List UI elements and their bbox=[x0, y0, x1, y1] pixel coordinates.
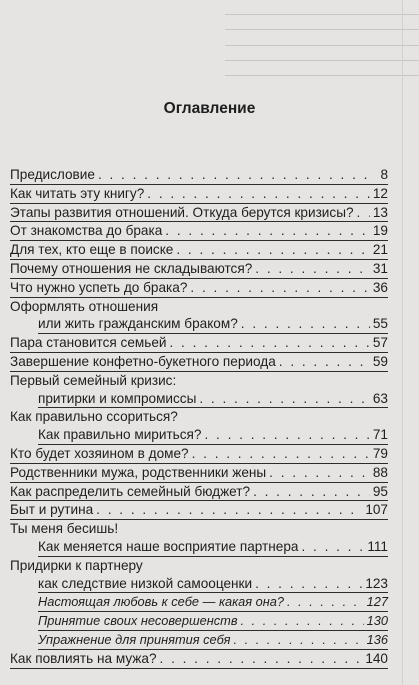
toc-entry-title: Упражнение для принятия себя bbox=[38, 631, 231, 647]
toc-page-number: 63 bbox=[372, 390, 388, 406]
toc-entry-title: Предисловие bbox=[10, 167, 95, 182]
dot-leader bbox=[199, 390, 370, 408]
dot-leader bbox=[192, 445, 370, 463]
toc-page-number: 36 bbox=[372, 279, 388, 295]
toc-entry[interactable] bbox=[10, 612, 388, 630]
toc-page-number: 21 bbox=[372, 242, 388, 258]
toc-entry[interactable] bbox=[10, 353, 388, 371]
dot-leader bbox=[241, 315, 370, 333]
toc-entry-title: Первый семейный кризис: bbox=[10, 372, 177, 388]
dot-leader bbox=[241, 612, 364, 630]
toc-page-number: 107 bbox=[365, 502, 388, 518]
toc-entry[interactable] bbox=[10, 315, 388, 333]
toc-entry[interactable] bbox=[10, 650, 388, 668]
toc-entry-title: Завершение конфетно-букетного периода bbox=[10, 353, 276, 369]
dot-leader bbox=[96, 501, 362, 519]
toc-entry[interactable] bbox=[10, 631, 388, 649]
dot-leader bbox=[253, 483, 370, 501]
page-title: Оглавление bbox=[163, 100, 256, 117]
toc-entry-title: Как меняется наше восприятие партнера bbox=[38, 538, 299, 554]
toc-entry-title: Как правильно мириться? bbox=[38, 427, 202, 443]
dot-leader bbox=[176, 241, 370, 259]
toc-page-number: 140 bbox=[365, 650, 388, 666]
toc-entry-title: Как повлиять на мужа? bbox=[10, 650, 157, 666]
toc-entry-title: Родственники мужа, родственники жены bbox=[10, 464, 267, 480]
dot-leader bbox=[165, 222, 370, 240]
dot-leader bbox=[255, 575, 362, 593]
toc-page-number: 31 bbox=[372, 260, 388, 276]
toc-entry-title: или жить гражданским браком? bbox=[38, 316, 238, 332]
dot-leader bbox=[279, 353, 370, 371]
dot-leader bbox=[98, 166, 371, 184]
dot-leader bbox=[190, 279, 369, 297]
toc-entry[interactable] bbox=[10, 260, 388, 278]
toc-entry-title: Что нужно успеть до брака? bbox=[10, 279, 188, 295]
dot-leader bbox=[301, 538, 364, 556]
toc-entry[interactable] bbox=[10, 298, 388, 316]
toc-entry-title: притирки и компромиссы bbox=[38, 390, 197, 406]
toc-entry-title: От знакомства до брака bbox=[10, 223, 163, 239]
toc-entry[interactable] bbox=[10, 464, 388, 482]
toc-entry[interactable] bbox=[10, 204, 388, 222]
toc-page-number: 13 bbox=[372, 204, 388, 220]
dot-leader bbox=[204, 426, 369, 444]
toc-entry[interactable] bbox=[10, 222, 388, 240]
toc-entry[interactable] bbox=[10, 520, 388, 538]
toc-entry-title: Этапы развития отношений. Откуда берутся кризисы? bbox=[10, 204, 354, 220]
toc-entry-title: Кто будет хозяином в доме? bbox=[10, 445, 189, 461]
toc-entry[interactable] bbox=[10, 334, 388, 352]
toc-page-number: 95 bbox=[372, 483, 388, 499]
dot-leader bbox=[160, 650, 363, 668]
toc-entry-title: Быт и рутина bbox=[10, 502, 94, 518]
toc-entry[interactable] bbox=[10, 390, 388, 408]
toc-entry-title: Как правильно ссориться? bbox=[10, 409, 178, 425]
dot-leader bbox=[287, 593, 364, 611]
toc-entry-title: Принятие своих несовершенств bbox=[38, 613, 238, 629]
toc-entry-title: Для тех, кто еще в поиске bbox=[10, 242, 174, 258]
toc-page-number: 88 bbox=[372, 464, 388, 480]
toc-page-number: 19 bbox=[372, 223, 388, 239]
toc-entry[interactable] bbox=[10, 557, 388, 575]
toc-entry-title: Пара становится семьей bbox=[10, 335, 167, 351]
toc-page-number: 59 bbox=[372, 353, 388, 369]
dot-leader bbox=[357, 204, 370, 222]
toc-entry-title: Почему отношения не складываются? bbox=[10, 260, 253, 276]
toc-entry-title: Как читать эту книгу? bbox=[10, 185, 145, 201]
toc-entry-title: как следствие низкой самооценки bbox=[38, 575, 253, 591]
toc-entry-title: Ты меня бесишь! bbox=[10, 521, 119, 537]
toc-underline bbox=[10, 668, 388, 669]
toc-entry[interactable] bbox=[10, 279, 388, 297]
toc-entry-title: Настоящая любовь к себе — какая она? bbox=[38, 594, 285, 610]
toc-entry[interactable] bbox=[10, 445, 388, 463]
toc-page-number: 8 bbox=[380, 167, 388, 182]
toc-page-number: 12 bbox=[372, 185, 388, 201]
toc-page-number: 136 bbox=[366, 631, 388, 647]
toc-entry-title: Оформлять отношения bbox=[10, 298, 159, 314]
toc-entry[interactable] bbox=[10, 166, 388, 184]
toc-page-number: 127 bbox=[366, 594, 388, 610]
toc-entry[interactable] bbox=[10, 483, 388, 501]
toc-page-number: 123 bbox=[365, 575, 388, 591]
toc-entry[interactable] bbox=[10, 593, 388, 611]
toc-page-number: 57 bbox=[372, 335, 388, 351]
dot-leader bbox=[147, 185, 370, 203]
toc-entry-title: Придирки к партнеру bbox=[10, 557, 143, 573]
toc-entry[interactable] bbox=[10, 372, 388, 390]
toc-page-number: 55 bbox=[372, 316, 388, 332]
dot-leader bbox=[269, 464, 370, 482]
toc-page-number: 79 bbox=[372, 445, 388, 461]
toc-entry[interactable] bbox=[10, 408, 388, 426]
dot-leader bbox=[255, 260, 370, 278]
toc-page-number: 130 bbox=[366, 613, 388, 629]
toc-entry[interactable] bbox=[10, 426, 388, 444]
toc-page-number: 111 bbox=[367, 538, 388, 554]
dot-leader bbox=[234, 631, 364, 649]
toc-entry[interactable] bbox=[10, 575, 388, 593]
faded-bleedthrough bbox=[0, 0, 419, 95]
toc-entry[interactable] bbox=[10, 538, 388, 556]
dot-leader bbox=[170, 334, 370, 352]
toc-page-number: 71 bbox=[372, 427, 388, 443]
toc-entry[interactable] bbox=[10, 185, 388, 203]
toc-entry[interactable] bbox=[10, 241, 388, 259]
table-of-contents bbox=[10, 166, 388, 669]
toc-entry-title: Как распределить семейный бюджет? bbox=[10, 483, 251, 499]
toc-entry[interactable] bbox=[10, 501, 388, 519]
